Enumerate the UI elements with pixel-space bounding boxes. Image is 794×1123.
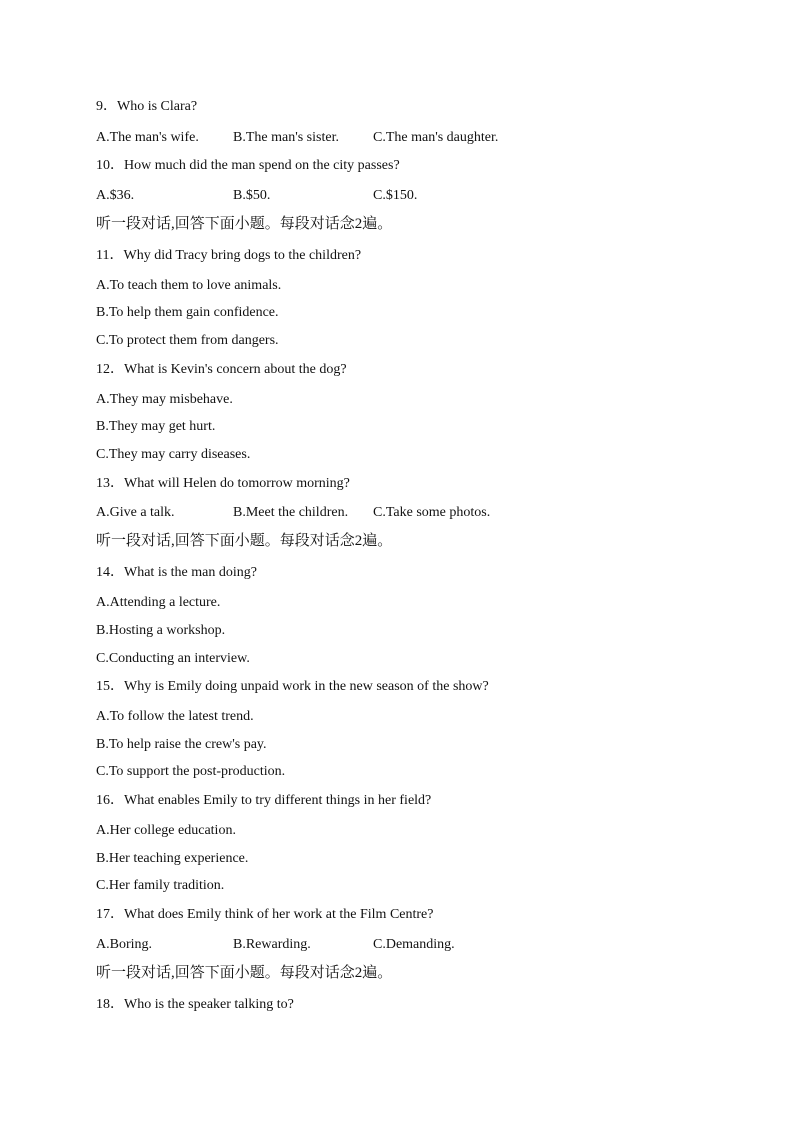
q15-option-b: B.To help raise the crew's pay. <box>96 737 267 752</box>
question-15: 15．Why is Emily doing unpaid work in the new season of the show? <box>96 679 489 694</box>
q9-option-b: B.The man's sister. <box>233 130 339 145</box>
question-17: 17．What does Emily think of her work at the Film Centre? <box>96 907 434 922</box>
q16-option-a: A.Her college education. <box>96 823 236 838</box>
q13-option-c: C.Take some photos. <box>373 505 491 520</box>
q9-option-c: C.The man's daughter. <box>373 130 499 145</box>
q17-option-b: B.Rewarding. <box>233 937 311 952</box>
q14-option-a: A.Attending a lecture. <box>96 595 221 610</box>
question-9: 9．Who is Clara? <box>96 99 198 114</box>
q10-option-c: C.$150. <box>373 188 418 203</box>
q14-option-c: C.Conducting an interview. <box>96 651 250 666</box>
q15-option-c: C.To support the post-production. <box>96 764 286 779</box>
q17-option-c: C.Demanding. <box>373 937 455 952</box>
section-instruction-2: 听一段对话,回答下面小题。每段对话念2遍。 <box>96 533 393 549</box>
q15-option-a: A.To follow the latest trend. <box>96 709 254 724</box>
q9-option-a: A.The man's wife. <box>96 130 199 145</box>
question-12: 12．What is Kevin's concern about the dog? <box>96 362 347 377</box>
q17-option-a: A.Boring. <box>96 937 152 952</box>
q12-option-c: C.They may carry diseases. <box>96 447 251 462</box>
question-11: 11．Why did Tracy bring dogs to the children? <box>96 248 362 263</box>
section-instruction-1: 听一段对话,回答下面小题。每段对话念2遍。 <box>96 216 393 232</box>
q16-option-b: B.Her teaching experience. <box>96 851 249 866</box>
section-instruction-3: 听一段对话,回答下面小题。每段对话念2遍。 <box>96 965 393 981</box>
q13-option-b: B.Meet the children. <box>233 505 349 520</box>
question-10: 10．How much did the man spend on the city passes? <box>96 158 400 173</box>
question-18: 18．Who is the speaker talking to? <box>96 997 294 1012</box>
q14-option-b: B.Hosting a workshop. <box>96 623 226 638</box>
q10-option-b: B.$50. <box>233 188 271 203</box>
question-14: 14．What is the man doing? <box>96 565 257 580</box>
q16-option-c: C.Her family tradition. <box>96 878 225 893</box>
q12-option-b: B.They may get hurt. <box>96 419 216 434</box>
q11-option-b: B.To help them gain confidence. <box>96 305 279 320</box>
question-13: 13．What will Helen do tomorrow morning? <box>96 476 350 491</box>
q12-option-a: A.They may misbehave. <box>96 392 233 407</box>
q11-option-c: C.To protect them from dangers. <box>96 333 279 348</box>
q13-option-a: A.Give a talk. <box>96 505 175 520</box>
q11-option-a: A.To teach them to love animals. <box>96 278 282 293</box>
question-16: 16．What enables Emily to try different things in her field? <box>96 793 432 808</box>
q10-option-a: A.$36. <box>96 188 135 203</box>
